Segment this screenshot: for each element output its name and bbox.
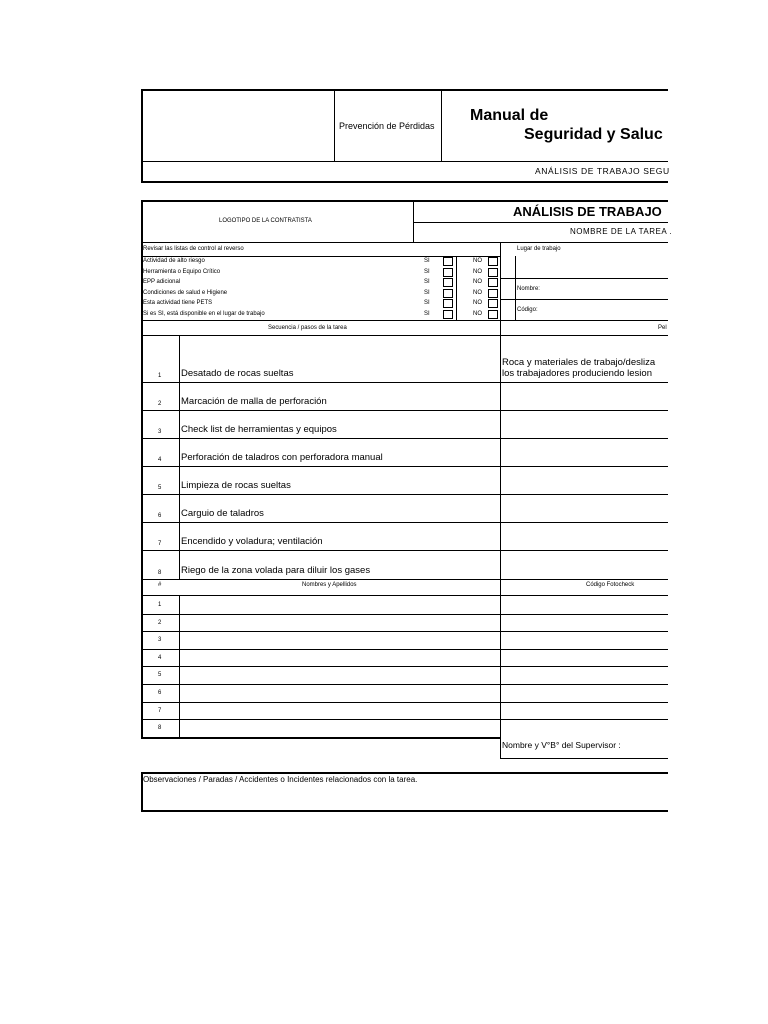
checklist-yes-label: SI <box>424 299 430 307</box>
observations-border-bottom <box>141 810 668 812</box>
checklist-yes-box[interactable] <box>443 299 453 308</box>
worker-name-cell[interactable] <box>180 666 500 684</box>
header-divider-1 <box>334 90 335 162</box>
workplace-line-2 <box>501 299 668 300</box>
checklist-no-box[interactable] <box>488 310 498 319</box>
step-text: Perforación de taladros con perforadora manual <box>181 452 383 463</box>
checklist-no-label: NO <box>473 257 482 264</box>
workers-num-header: # <box>158 581 162 588</box>
checklist-yes-box[interactable] <box>443 268 453 277</box>
checklist-right-divider <box>500 243 501 321</box>
checklist-no-box[interactable] <box>488 299 498 308</box>
worker-code-cell[interactable] <box>501 684 668 702</box>
step-text: Encendido y voladura; ventilación <box>181 536 323 547</box>
checklist-yes-label: SI <box>424 267 430 275</box>
checklist-yes-box[interactable] <box>443 289 453 298</box>
checklist-no-label: NO <box>473 267 482 275</box>
checklist-item-label: Actividad de alto riesgo <box>143 257 205 264</box>
step-number: 4 <box>158 456 162 463</box>
step-number: 1 <box>158 372 162 379</box>
step-text: Marcación de malla de perforación <box>181 396 327 407</box>
checklist-item-label: Esta actividad tiene PETS <box>143 299 213 307</box>
checklist-no-box[interactable] <box>488 289 498 298</box>
step-number: 6 <box>158 512 162 519</box>
checklist-yes-label: SI <box>424 310 430 317</box>
manual-title-line1: Manual de <box>470 107 549 124</box>
worker-code-cell[interactable] <box>501 649 668 667</box>
checklist-yes-box[interactable] <box>443 278 453 287</box>
checklist-bottom-line <box>142 320 668 321</box>
checklist-no-label: NO <box>473 288 482 296</box>
workers-code-header: Código Fotocheck <box>586 581 635 588</box>
step-text: Riego de la zona volada para diluir los gases <box>181 565 371 576</box>
worker-row-number: 7 <box>158 706 162 714</box>
worker-row-number: 3 <box>158 636 162 644</box>
supervisor-label: Nombre y V°B° del Supervisor : <box>502 740 621 750</box>
checklist-no-box[interactable] <box>488 278 498 287</box>
workplace-line-1 <box>501 278 668 279</box>
checklist-yes-label: SI <box>424 257 430 264</box>
workplace-label: Lugar de trabajo <box>517 245 561 252</box>
checklist-no-box[interactable] <box>488 268 498 277</box>
review-note: Revisar las listas de control al reverso <box>143 245 244 252</box>
step-text: Check list de herramientas y equipos <box>181 424 337 435</box>
form-border-bottom <box>141 737 501 739</box>
worker-name-label: Nombre: <box>517 285 540 292</box>
title-row-line <box>414 222 668 223</box>
worker-row-number: 8 <box>158 724 162 732</box>
step-number: 5 <box>158 484 162 491</box>
checklist-item-label: EPP adicional <box>143 278 181 286</box>
observations-label: Observaciones / Paradas / Accidentes o Incidentes relacionados con la tarea. <box>143 775 418 784</box>
header-border-top <box>141 89 668 91</box>
worker-name-cell[interactable] <box>180 596 500 614</box>
checklist-yes-box[interactable] <box>443 310 453 319</box>
step-number: 3 <box>158 428 162 435</box>
worker-name-cell[interactable] <box>180 614 500 632</box>
checklist-item-label: Herramienta o Equipo Crítico <box>143 267 221 275</box>
manual-title-line2: Seguridad y Saluc <box>524 126 663 143</box>
observations-border-top <box>141 772 668 774</box>
worker-code-cell[interactable] <box>501 666 668 684</box>
org-name: Prevención de Pérdidas <box>339 121 435 131</box>
checklist-no-label: NO <box>473 310 482 317</box>
checklist-item-label: Condiciones de salud e Higiene <box>143 288 228 296</box>
supervisor-line <box>501 758 668 759</box>
checklist-yes-label: SI <box>424 288 430 296</box>
danger-header: Pel <box>658 324 667 331</box>
form-border-top <box>141 200 668 202</box>
worker-row-number: 2 <box>158 618 162 626</box>
step-number: 2 <box>158 400 162 407</box>
header-subtitle: ANÁLISIS DE TRABAJO SEGU <box>535 166 670 176</box>
checklist-no-box[interactable] <box>488 257 498 266</box>
logo-row-line <box>142 242 668 243</box>
logo-label: LOGOTIPO DE LA CONTRATISTA <box>219 217 312 224</box>
worker-code-cell[interactable] <box>501 702 668 720</box>
worker-name-cell[interactable] <box>180 649 500 667</box>
worker-code-label: Código: <box>517 306 538 313</box>
checklist-yes-box[interactable] <box>443 257 453 266</box>
workplace-divider <box>515 256 516 320</box>
header-divider-2 <box>441 90 442 162</box>
checklist-item-label: Si es SI, está disponible en el lugar de trabajo <box>143 310 265 317</box>
step-text: Limpieza de rocas sueltas <box>181 480 291 491</box>
form-title: ANÁLISIS DE TRABAJO <box>513 204 662 219</box>
checklist-column-divider <box>456 257 457 320</box>
worker-row-number: 1 <box>158 601 162 608</box>
worker-row-number: 6 <box>158 689 162 696</box>
worker-code-cell[interactable] <box>501 719 668 737</box>
workers-name-header: Nombres y Apellidos <box>302 581 357 588</box>
danger-line-1: Roca y materiales de trabajo/desliza <box>502 357 656 368</box>
worker-name-cell[interactable] <box>180 684 500 702</box>
checklist-no-label: NO <box>473 278 482 286</box>
header-border-left <box>141 89 143 182</box>
worker-name-cell[interactable] <box>180 631 500 649</box>
checklist-no-label: NO <box>473 299 482 307</box>
workers-header-top <box>142 579 668 580</box>
task-name-label: NOMBRE DE LA TAREA . <box>570 227 673 236</box>
worker-row-number: 5 <box>158 671 162 679</box>
danger-line-2: los trabajadores produciendo lesion <box>502 368 652 379</box>
worker-code-cell[interactable] <box>501 614 668 632</box>
header-border-bottom <box>141 181 668 183</box>
worker-name-cell[interactable] <box>180 702 500 720</box>
checklist-yes-label: SI <box>424 278 430 286</box>
worker-code-cell[interactable] <box>501 596 668 614</box>
header-row-line <box>142 161 668 162</box>
sequence-header: Secuencia / pasos de la tarea <box>268 324 347 331</box>
step-text: Desatado de rocas sueltas <box>181 368 294 379</box>
step-number: 7 <box>158 540 162 547</box>
worker-name-cell[interactable] <box>180 719 500 737</box>
step-number: 8 <box>158 569 162 576</box>
worker-row-number: 4 <box>158 653 162 661</box>
worker-code-cell[interactable] <box>501 631 668 649</box>
step-text: Carguio de taladros <box>181 508 264 519</box>
